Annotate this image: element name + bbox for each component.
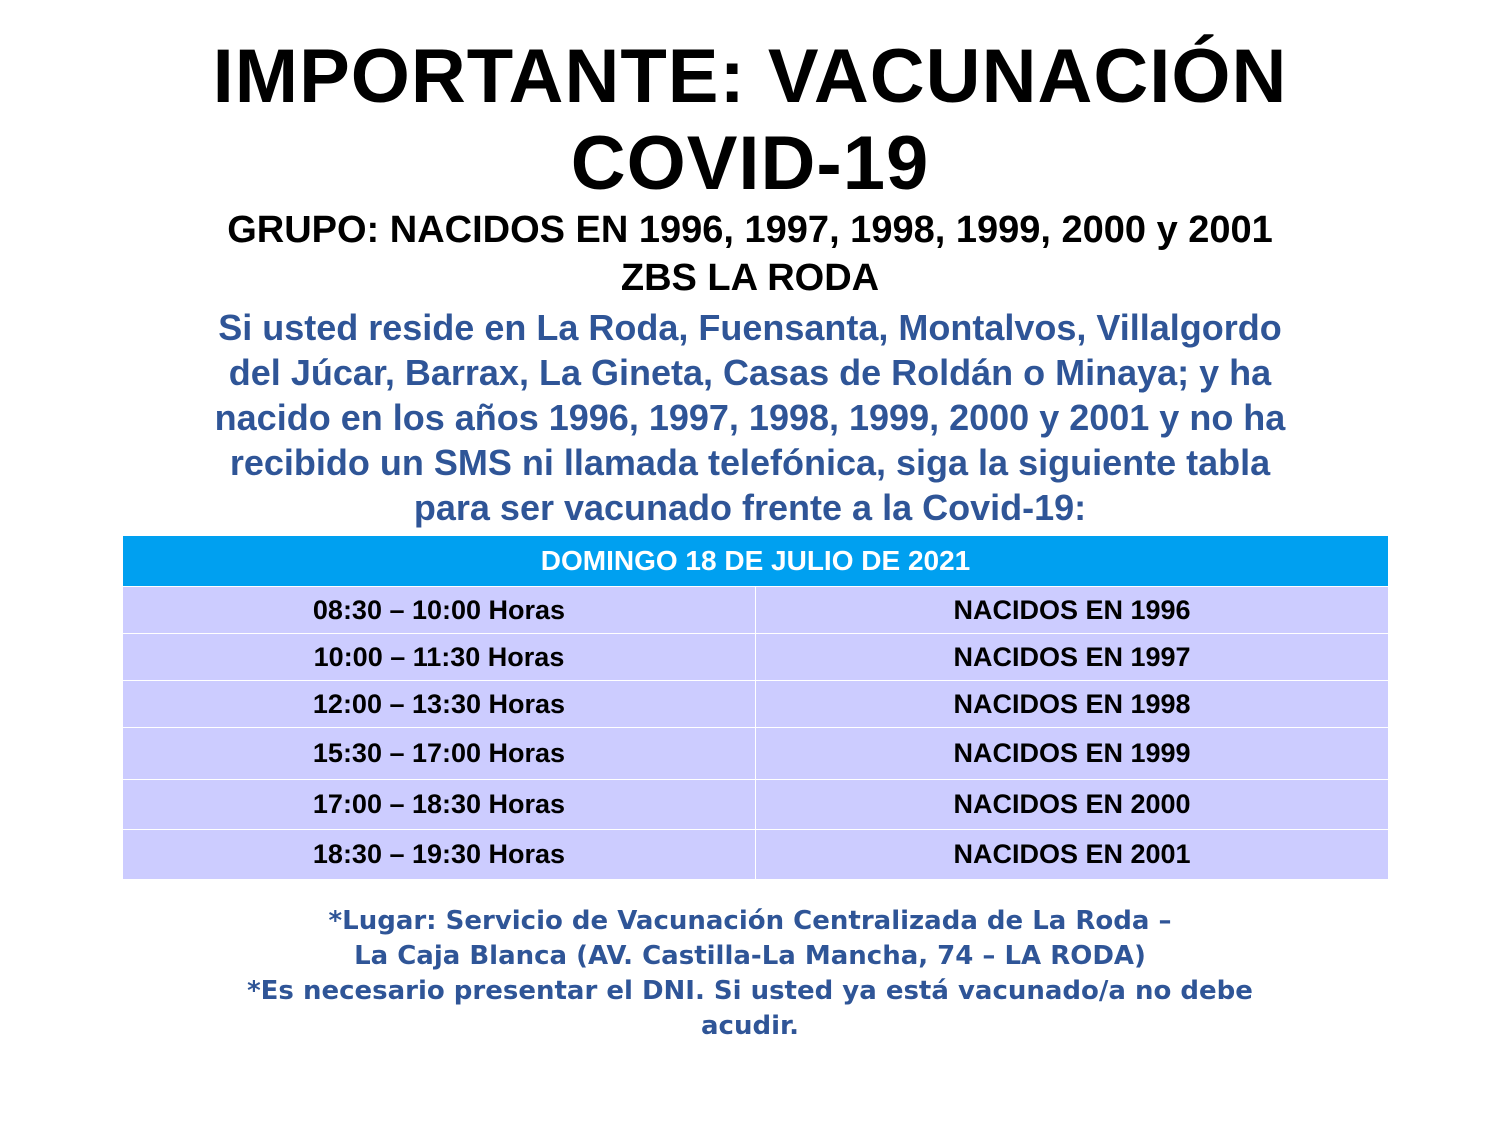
birth-year-cell: NACIDOS EN 1998 <box>756 681 1389 728</box>
time-slot-cell: 08:30 – 10:00 Horas <box>123 587 756 634</box>
time-slot-cell: 10:00 – 11:30 Horas <box>123 634 756 681</box>
intro-line: Si usted reside en La Roda, Fuensanta, Montalvos, Villalgordo <box>218 307 1282 348</box>
time-slot-cell: 12:00 – 13:30 Horas <box>123 681 756 728</box>
birth-year-cell: NACIDOS EN 1996 <box>756 587 1389 634</box>
table-row <box>123 587 1388 634</box>
birth-year-cell: NACIDOS EN 2000 <box>756 780 1389 830</box>
schedule-date-header: DOMINGO 18 DE JULIO DE 2021 <box>123 536 1388 587</box>
table-row <box>123 681 1388 728</box>
birth-year-cell: NACIDOS EN 1997 <box>756 634 1389 681</box>
main-title-line-2: COVID-19 <box>570 121 930 206</box>
table-row <box>123 728 1388 780</box>
intro-line: del Júcar, Barrax, La Gineta, Casas de Roldán o Minaya; y ha <box>228 352 1272 393</box>
intro-line: recibido un SMS ni llamada telefónica, siga la siguiente tabla <box>229 442 1271 483</box>
birth-year-cell: NACIDOS EN 2001 <box>756 830 1389 879</box>
table-row <box>123 830 1388 879</box>
schedule-header-row <box>123 536 1388 587</box>
time-slot-cell: 15:30 – 17:00 Horas <box>123 728 756 780</box>
intro-line: para ser vacunado frente a la Covid-19: <box>413 487 1087 528</box>
schedule-table <box>123 536 1388 879</box>
birth-year-cell: NACIDOS EN 1999 <box>756 728 1389 780</box>
footer-notes <box>0 904 1500 1044</box>
footer-line: La Caja Blanca (AV. Castilla-La Mancha, 74 – LA RODA) <box>354 941 1146 971</box>
group-subtitle: GRUPO: NACIDOS EN 1996, 1997, 1998, 1999, 2000 y 2001 <box>227 209 1273 251</box>
footer-line: *Lugar: Servicio de Vacunación Centralizada de La Roda – <box>328 906 1172 936</box>
table-row <box>123 780 1388 830</box>
zbs-subtitle: ZBS LA RODA <box>620 257 880 299</box>
footer-line: *Es necesario presentar el DNI. Si usted ya está vacunado/a no debe <box>247 976 1253 1006</box>
time-slot-cell: 17:00 – 18:30 Horas <box>123 780 756 830</box>
footer-line: acudir. <box>701 1011 799 1041</box>
table-row <box>123 634 1388 681</box>
main-title-line-1: IMPORTANTE: VACUNACIÓN <box>212 34 1288 119</box>
intro-paragraph <box>0 305 1500 530</box>
intro-line: nacido en los años 1996, 1997, 1998, 1999, 2000 y 2001 y no ha <box>214 397 1286 438</box>
time-slot-cell: 18:30 – 19:30 Horas <box>123 830 756 879</box>
